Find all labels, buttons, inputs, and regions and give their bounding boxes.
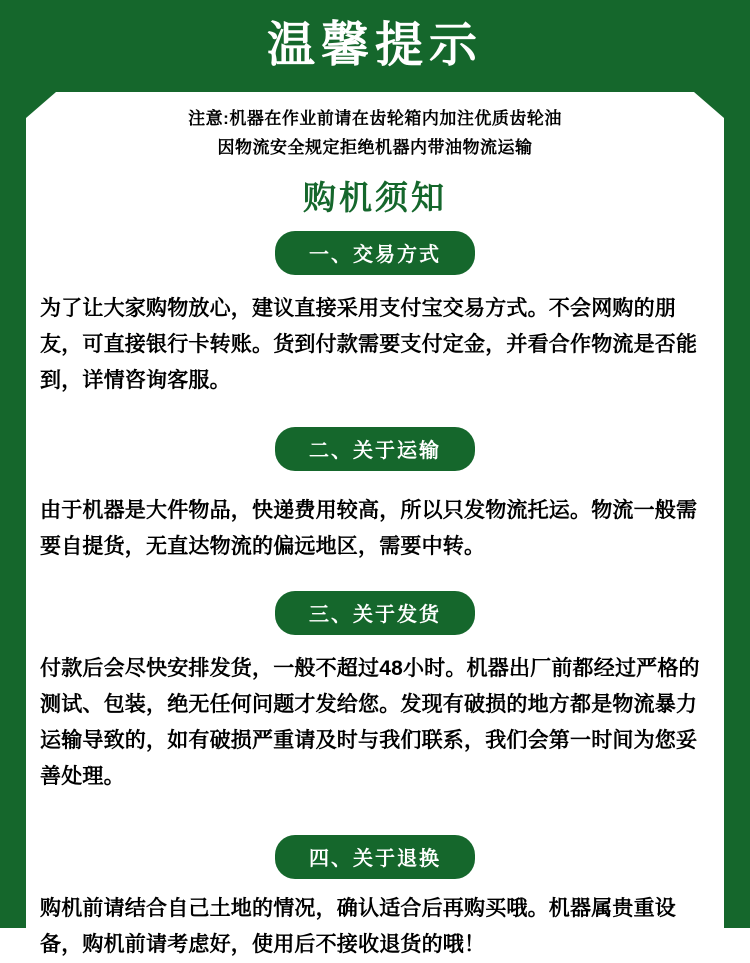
- notice-line-1: 注意:机器在作业前请在齿轮箱内加注优质齿轮油: [188, 109, 562, 128]
- item-2-body: 由于机器是大件物品，快递费用较高，所以只发物流托运。物流一般需要自提货，无直达物流的偏远地区，需要中转。: [40, 499, 698, 558]
- item-2-pill-label: 二、关于运输: [275, 427, 475, 471]
- page-title: 温馨提示: [266, 19, 483, 72]
- left-green-rail: [0, 0, 26, 928]
- content-area: [26, 92, 724, 963]
- notice-block: [40, 104, 710, 162]
- item-1-pill-label: 一、交易方式: [275, 231, 475, 275]
- item-4-pill-wrap: [40, 835, 710, 879]
- item-2-pill-wrap: [40, 427, 710, 471]
- item-1-body: 为了让大家购物放心，建议直接采用支付宝交易方式。不会网购的朋友，可直接银行卡转账。货到付款需要支付定金，并看合作物流是否能到，详情咨询客服。: [40, 297, 698, 392]
- notch-left-block: [0, 92, 26, 118]
- item-4-body: 购机前请结合自己土地的情况，确认适合后再购买哦。机器属贵重设备，购机前请考虑好，使用后不接收退货的哦！: [40, 897, 676, 956]
- item-3-body: 付款后会尽快安排发货，一般不超过48小时。机器出厂前都经过严格的测试、包装，绝无任何问题才发给您。发现有破损的地方都是物流暴力运输导致的，如有破损严重请及时与我们联系，我们会第一时间为您妥善处理。: [40, 657, 700, 788]
- notch-right-block: [724, 92, 750, 118]
- item-3-pill-wrap: [40, 591, 710, 635]
- section-heading: 购机须知: [303, 179, 447, 216]
- item-3-pill-label: 三、关于发货: [275, 591, 475, 635]
- item-4-pill-label: 四、关于退换: [275, 835, 475, 879]
- item-1-pill-wrap: [40, 231, 710, 275]
- notice-line-2: 因物流安全规定拒绝机器内带油物流运输: [217, 138, 533, 157]
- right-green-rail: [724, 0, 750, 928]
